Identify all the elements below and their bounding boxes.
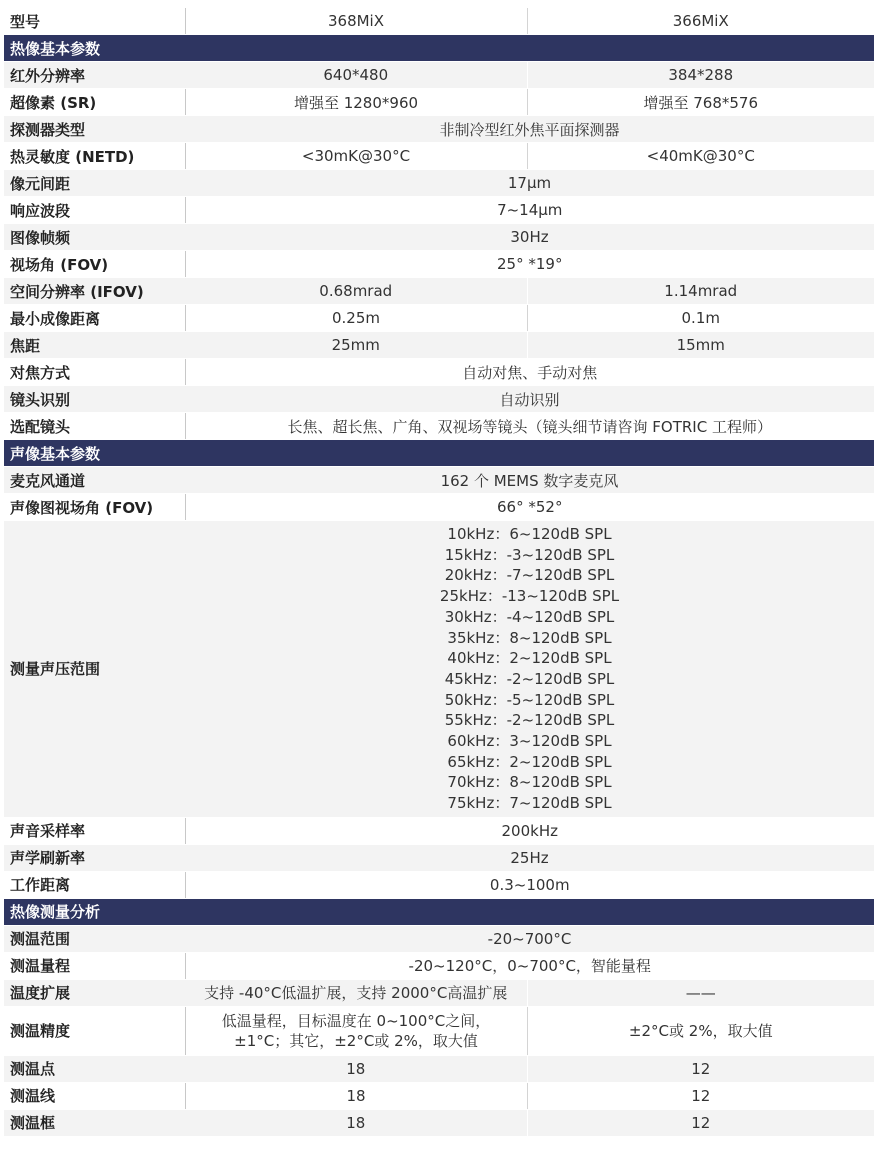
value-368mix: 支持 -40°C低温扩展，支持 2000°C高温扩展: [185, 979, 527, 1006]
value-shared: 自动对焦、手动对焦: [185, 359, 874, 386]
section-header-thermal: [4, 35, 874, 62]
spl-line: 15kHz：-3~120dB SPL: [444, 545, 615, 564]
accuracy-line: 低温量程，目标温度在 0~100°C之间，: [221, 1011, 491, 1030]
row-netd: [4, 143, 874, 170]
row-label: 测量声压范围: [4, 521, 185, 818]
row-model: [4, 8, 874, 35]
value-366mix: 增强至 768*576: [527, 89, 874, 116]
row-temp-extension: [4, 979, 874, 1006]
row-mic-channels: [4, 467, 874, 494]
spl-line: 50kHz：-5~120dB SPL: [444, 690, 615, 709]
row-label: 探测器类型: [4, 116, 185, 143]
row-label: 镜头识别: [4, 386, 185, 413]
value-368mix: 18: [185, 1109, 527, 1136]
value-shared: 非制冷型红外焦平面探测器: [185, 116, 874, 143]
value-shared: 自动识别: [185, 386, 874, 413]
row-min-distance: [4, 305, 874, 332]
value-368mix: 18: [185, 1055, 527, 1082]
row-label: 测温量程: [4, 952, 185, 979]
spl-line: 10kHz：6~120dB SPL: [447, 525, 612, 543]
value-shared: 30Hz: [185, 224, 874, 251]
accuracy-line: ±1°C；其它，±2°C或 2%，取大值: [234, 1031, 478, 1050]
row-label: 红外分辨率: [4, 62, 185, 89]
value-shared: 长焦、超长焦、广角、双视场等镜头（镜头细节请咨询 FOTRIC 工程师）: [185, 413, 874, 440]
value-shared: 7~14μm: [185, 197, 874, 224]
row-label: 声像图视场角 (FOV): [4, 494, 185, 521]
row-label: 最小成像距离: [4, 305, 185, 332]
row-lens-id: [4, 386, 874, 413]
row-focus-mode: [4, 359, 874, 386]
row-measure-lines: [4, 1082, 874, 1109]
row-temp-range: [4, 925, 874, 952]
row-working-distance: [4, 871, 874, 898]
row-optional-lens: [4, 413, 874, 440]
spl-line: 70kHz：8~120dB SPL: [447, 773, 612, 792]
row-label: 声音采样率: [4, 817, 185, 844]
section-header-acoustic: [4, 440, 874, 467]
value-368mix: 25mm: [185, 332, 527, 359]
section-header-measure: [4, 898, 874, 925]
value-368mix: 0.25m: [185, 305, 527, 332]
row-label: 选配镜头: [4, 413, 185, 440]
row-label: 测温点: [4, 1055, 185, 1082]
section-title: 热像测量分析: [4, 898, 874, 925]
value-366mix: 12: [527, 1082, 874, 1109]
row-detector-type: [4, 116, 874, 143]
row-label: 麦克风通道: [4, 467, 185, 494]
row-label: 声学刷新率: [4, 844, 185, 871]
row-label: 型号: [4, 8, 185, 35]
row-label: 测温框: [4, 1109, 185, 1136]
model-366mix: 366MiX: [527, 8, 874, 35]
row-frame-rate: [4, 224, 874, 251]
row-temp-scale: [4, 952, 874, 979]
row-spectral-band: [4, 197, 874, 224]
value-shared: 162 个 MEMS 数字麦克风: [185, 467, 874, 494]
row-refresh-rate: [4, 844, 874, 871]
section-title: 热像基本参数: [4, 35, 874, 62]
value-366mix: 384*288: [527, 62, 874, 89]
value-366mix: 12: [527, 1109, 874, 1136]
value-366mix: ——: [527, 979, 874, 1006]
value-shared: 17μm: [185, 170, 874, 197]
spl-line: 60kHz：3~120dB SPL: [447, 732, 612, 751]
value-shared: -20~700°C: [185, 925, 874, 952]
row-label: 测温范围: [4, 925, 185, 952]
value-368mix: 0.68mrad: [185, 278, 527, 305]
spl-list: [185, 521, 874, 818]
row-ifov: [4, 278, 874, 305]
value-366mix: 15mm: [527, 332, 874, 359]
value-shared: 0.3~100m: [185, 871, 874, 898]
value-366mix: 1.14mrad: [527, 278, 874, 305]
spec-table: [4, 8, 874, 1137]
value-shared: 200kHz: [185, 817, 874, 844]
value-368mix: 18: [185, 1082, 527, 1109]
spl-line: 25kHz：-13~120dB SPL: [439, 587, 620, 606]
value-shared: 25Hz: [185, 844, 874, 871]
value-368mix: 增强至 1280*960: [185, 89, 527, 116]
spl-line: 65kHz：2~120dB SPL: [447, 752, 612, 771]
row-measure-boxes: [4, 1109, 874, 1136]
row-accuracy: [4, 1006, 874, 1055]
row-ir-resolution: [4, 62, 874, 89]
value-366mix: 12: [527, 1055, 874, 1082]
row-label: 工作距离: [4, 871, 185, 898]
value-368mix: <30mK@30°C: [185, 143, 527, 170]
spl-line: 45kHz：-2~120dB SPL: [444, 669, 615, 688]
row-label: 测温精度: [4, 1006, 185, 1055]
row-label: 像元间距: [4, 170, 185, 197]
model-368mix: 368MiX: [185, 8, 527, 35]
row-focal-length: [4, 332, 874, 359]
row-label: 图像帧频: [4, 224, 185, 251]
value-366mix: 0.1m: [527, 305, 874, 332]
row-label: 温度扩展: [4, 979, 185, 1006]
row-label: 视场角 (FOV): [4, 251, 185, 278]
spl-line: 35kHz：8~120dB SPL: [447, 628, 612, 647]
spl-line: 20kHz：-7~120dB SPL: [444, 566, 615, 585]
row-label: 焦距: [4, 332, 185, 359]
row-label: 响应波段: [4, 197, 185, 224]
row-pixel-pitch: [4, 170, 874, 197]
row-measure-points: [4, 1055, 874, 1082]
spl-line: 30kHz：-4~120dB SPL: [444, 607, 615, 626]
spl-line: 40kHz：2~120dB SPL: [447, 649, 612, 668]
row-fov: [4, 251, 874, 278]
value-366mix: ±2°C或 2%，取大值: [527, 1006, 874, 1055]
row-label: 超像素 (SR): [4, 89, 185, 116]
section-title: 声像基本参数: [4, 440, 874, 467]
row-label: 测温线: [4, 1082, 185, 1109]
value-368mix: 640*480: [185, 62, 527, 89]
row-label: 热灵敏度 (NETD): [4, 143, 185, 170]
value-shared: -20~120°C，0~700°C，智能量程: [185, 952, 874, 979]
row-spl-range: [4, 521, 874, 818]
spl-line: 75kHz：7~120dB SPL: [447, 794, 612, 813]
row-sample-rate: [4, 817, 874, 844]
value-shared: 66° *52°: [185, 494, 874, 521]
row-label: 空间分辨率 (IFOV): [4, 278, 185, 305]
row-acoustic-fov: [4, 494, 874, 521]
spl-line: 55kHz：-2~120dB SPL: [444, 711, 615, 730]
value-shared: 25° *19°: [185, 251, 874, 278]
row-label: 对焦方式: [4, 359, 185, 386]
value-366mix: <40mK@30°C: [527, 143, 874, 170]
value-368mix: [185, 1006, 527, 1055]
row-super-resolution: [4, 89, 874, 116]
